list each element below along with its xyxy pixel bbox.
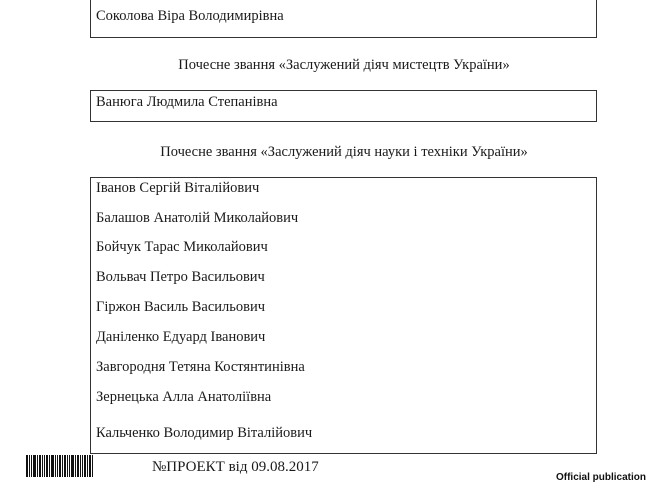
name-row: Балашов Анатолій Миколайович xyxy=(96,210,299,226)
barcode-icon xyxy=(26,455,94,477)
arts-section-heading: Почесне звання «Заслужений діяч мистецтв України» xyxy=(178,57,510,73)
name-row: Кальченко Володимир Віталійович xyxy=(96,425,313,441)
name-row: Іванов Сергій Віталійович xyxy=(96,180,260,196)
name-row: Ванюга Людмила Степанівна xyxy=(96,94,278,110)
project-label: №ПРОЕКТ від 09.08.2017 xyxy=(152,459,319,475)
name-row: Зернецька Алла Анатоліївна xyxy=(96,389,272,405)
official-publication-watermark: Official publication xyxy=(555,472,646,483)
name-row: Гіржон Василь Васильович xyxy=(96,299,266,315)
name-row: Завгородня Тетяна Костянтинівна xyxy=(96,359,305,375)
science-section-heading: Почесне звання «Заслужений діяч науки і техніки України» xyxy=(160,144,528,160)
name-row: Даніленко Едуард Іванович xyxy=(96,329,266,345)
name-row: Соколова Віра Володимирівна xyxy=(96,8,284,24)
name-row: Бойчук Тарас Миколайович xyxy=(96,239,268,255)
name-row: Вольвач Петро Васильович xyxy=(96,269,265,285)
